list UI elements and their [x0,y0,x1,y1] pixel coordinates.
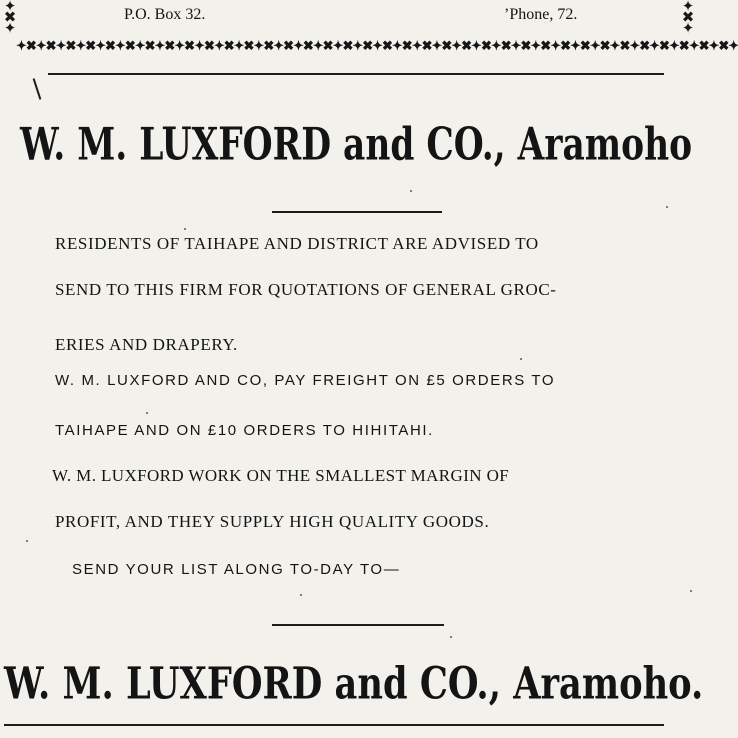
separator-rule-lower [272,624,444,626]
print-speck [410,190,412,192]
corner-ornament-left [3,2,17,35]
print-speck [184,228,186,230]
headline-bottom: W. M. LUXFORD and CO., Aramoho. [4,658,704,710]
body-line-2: SEND TO THIS FIRM FOR QUOTATIONS OF GENERAL GROC- [55,280,557,299]
corner-ornament-right-glyphs: ✦✖✦ [681,0,695,37]
phone-text: ’Phone, 72. [504,6,578,23]
ornamental-border: ✦✖✦✖✦✖✦✖✦✖✦✖✦✖✦✖✦✖✦✖✦✖✦✖✦✖✦✖✦✖✦✖✦✖✦✖✦✖✦✖✦✖✦✖✦✖✦✖✦✖✦✖✦✖✦✖✦✖✦✖✦✖✦✖✦✖✦✖✦✖✦✖✦ [16,38,738,53]
corner-ornament-left-glyphs: ✦✖✦ [3,0,17,37]
print-speck [450,636,452,638]
separator-rule-upper [272,211,442,213]
top-rule [48,73,664,75]
bottom-rule [4,724,664,726]
body-line-7: PROFIT, AND THEY SUPPLY HIGH QUALITY GOODS. [55,512,490,531]
body-line-3: ERIES AND DRAPERY. [55,335,238,354]
print-speck [300,594,302,596]
print-speck [666,206,668,208]
po-box-text: P.O. Box 32. [124,6,206,23]
print-speck [520,358,522,360]
body-line-4: W. M. LUXFORD AND CO, PAY FREIGHT ON £5 ORDERS TO [55,372,556,389]
headline-top: W. M. LUXFORD and CO., Aramoho [20,118,693,171]
print-speck [690,590,692,592]
body-line-8: SEND YOUR LIST ALONG TO-DAY TO— [72,561,401,578]
body-line-6: W. M. LUXFORD WORK ON THE SMALLEST MARGIN OF [52,466,510,485]
body-line-5: TAIHAPE AND ON £10 ORDERS TO HIHITAHI. [55,422,434,439]
stray-mark [33,78,42,100]
corner-ornament-right [681,2,695,35]
print-speck [146,412,148,414]
print-speck [26,540,28,542]
body-line-1: RESIDENTS OF TAIHAPE AND DISTRICT ARE ADVISED TO [55,234,539,253]
